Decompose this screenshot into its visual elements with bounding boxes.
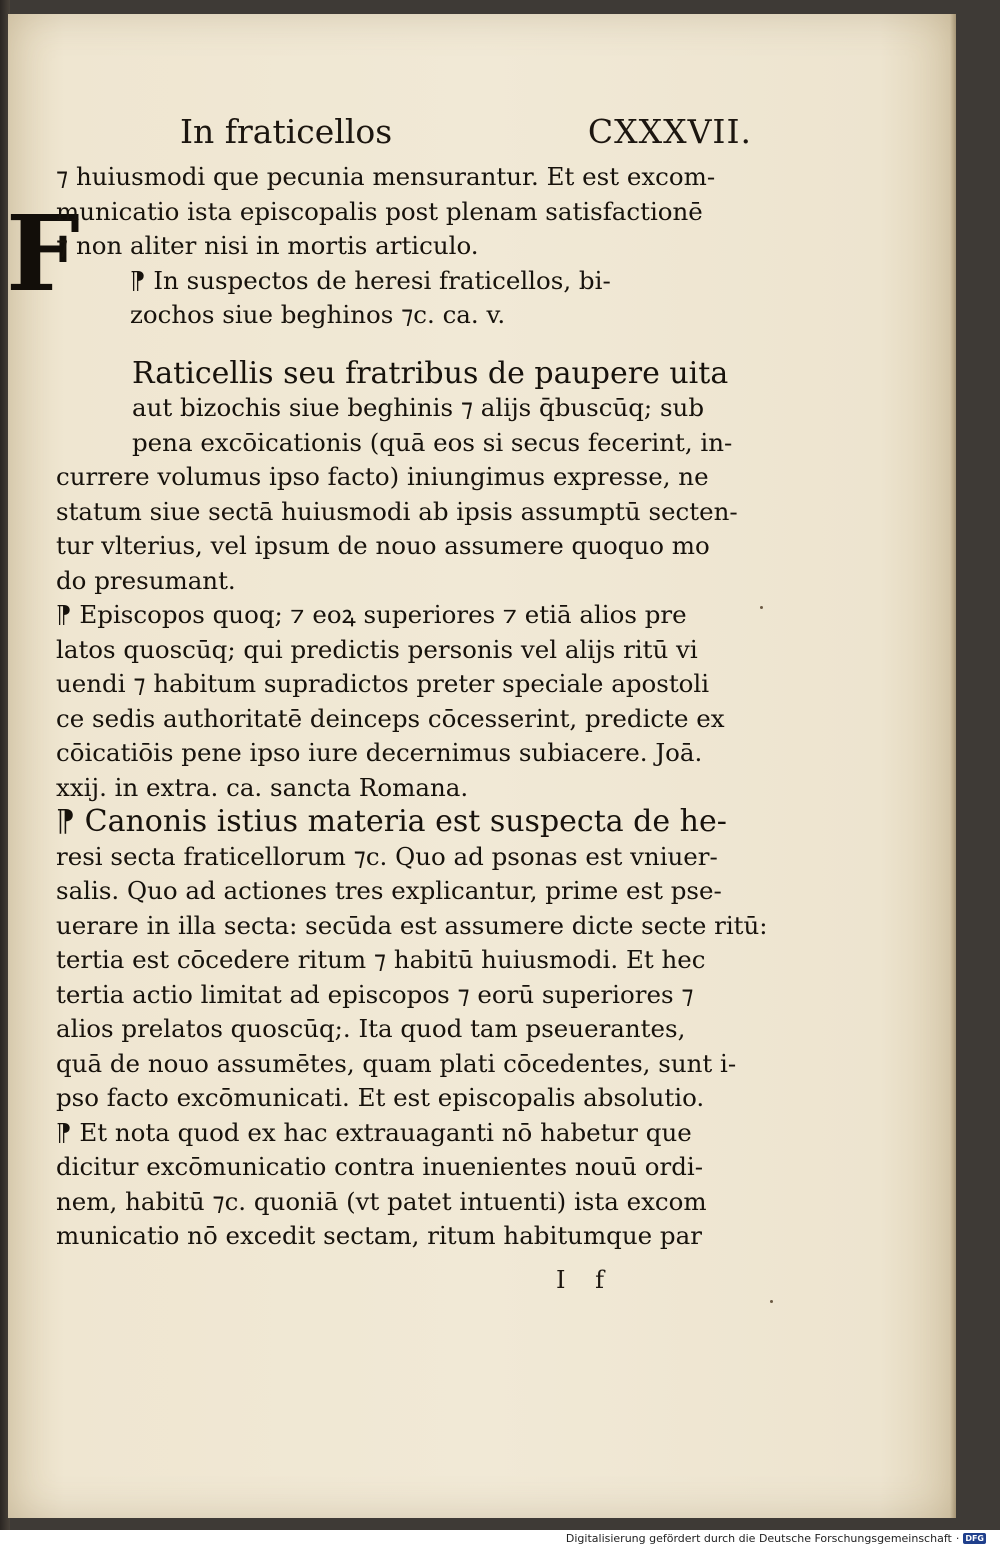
text-line: ⁊ huiusmodi que pecunia mensurantur. Et est excom- [56,162,716,191]
section-gap [56,333,756,357]
credit-separator: · [955,1532,960,1545]
text-line: ⁋ Et nota quod ex hac extrauaganti nō habetur que [56,1117,692,1147]
text-line: municatio ista episcopalis post plenam satisfactionē [56,196,703,226]
text-line: alios prelatos quoscūq;. Ita quod tam pseuerantes, [56,1014,686,1043]
dfg-logo-icon: DFG [965,1534,984,1543]
text-line: dicitur excōmunicatio contra inuenientes nouū ordi- [56,1152,703,1181]
text-line: latos quoscūq; qui predictis personis vel alijs ritū vi [56,634,698,664]
folio-number: CXXXVII. [587,112,752,151]
text-line: cōicatiōis pene ipso iure decernimus subiacere. Joā. [56,738,703,767]
text-block [56,160,768,1254]
text-line: do presumant. [56,565,236,595]
text-line: currere volumus ipso facto) iniungimus expresse, ne [56,462,709,491]
text-line: nem, habitū ⁊c. quoniā (vt patet intuenti) ista excom [56,1186,707,1216]
text-line: aut bizochis siue beghinis ⁊ alijs q̄buscūq; sub [132,393,705,422]
rubric-line: ⁋ In suspectos de heresi fraticellos, bi- [130,265,611,295]
decorated-initial: F [6,192,80,315]
text-line: municatio nō excedit sectam, ritum habitumque par [56,1221,702,1250]
paper-speck [770,1300,773,1303]
paper-speck [760,606,763,609]
text-line: tertia actio limitat ad episcopos ⁊ eorū superiores ⁊ [56,979,694,1009]
text-line: ⁊ non aliter nisi in mortis articulo. [56,231,479,260]
text-line: ce sedis authoritatē deinceps cōcesserint, predicte ex [56,703,725,733]
rubric-line: zochos siue beghinos ⁊c. ca. v. [130,300,506,329]
text-line: tertia est cōcedere ritum ⁊ habitū huiusmodi. Et hec [56,945,706,974]
text-line: resi secta fraticellorum ⁊c. Quo ad psonas est vniuer- [56,841,718,871]
text-line: uendi ⁊ habitum supradictos preter speciale apostoli [56,669,710,698]
text-line: pena excōicationis (quā eos si secus fecerint, in- [132,427,733,457]
text-line: xxij. in extra. ca. sancta Romana. [56,772,469,802]
text-line: Raticellis seu fratribus de paupere uita [132,355,729,391]
text-line: quā de nouo assumētes, quam plati cōcedentes, sunt i- [56,1048,737,1078]
credit-text: Digitalisierung gefördert durch die Deutsche Forschungsgemeinschaft [565,1532,952,1545]
commentary-line: ⁋ Canonis istius materia est suspecta de he- [56,804,727,839]
text-line: statum siue sectā huiusmodi ab ipsis assumptū secten- [56,496,738,526]
running-head: In fraticellos [180,112,393,151]
text-line: ⁋ Episcopos quoq; ⁊ eoꝝ superiores ⁊ etiā alios pre [56,600,687,629]
text-line: pso facto excōmunicati. Et est episcopalis absolutio. [56,1083,705,1112]
signature-mark: I f [556,1266,604,1294]
text-line: tur vlterius, vel ipsum de nouo assumere quoquo mo [56,531,710,560]
text-line: salis. Quo ad actiones tres explicantur, prime est pse- [56,876,722,905]
digitization-credit [566,1530,986,1547]
page-edge-shadow [950,14,956,1518]
text-line: uerare in illa secta: secūda est assumere dicte secte ritū: [56,910,768,940]
page-header [180,112,752,162]
